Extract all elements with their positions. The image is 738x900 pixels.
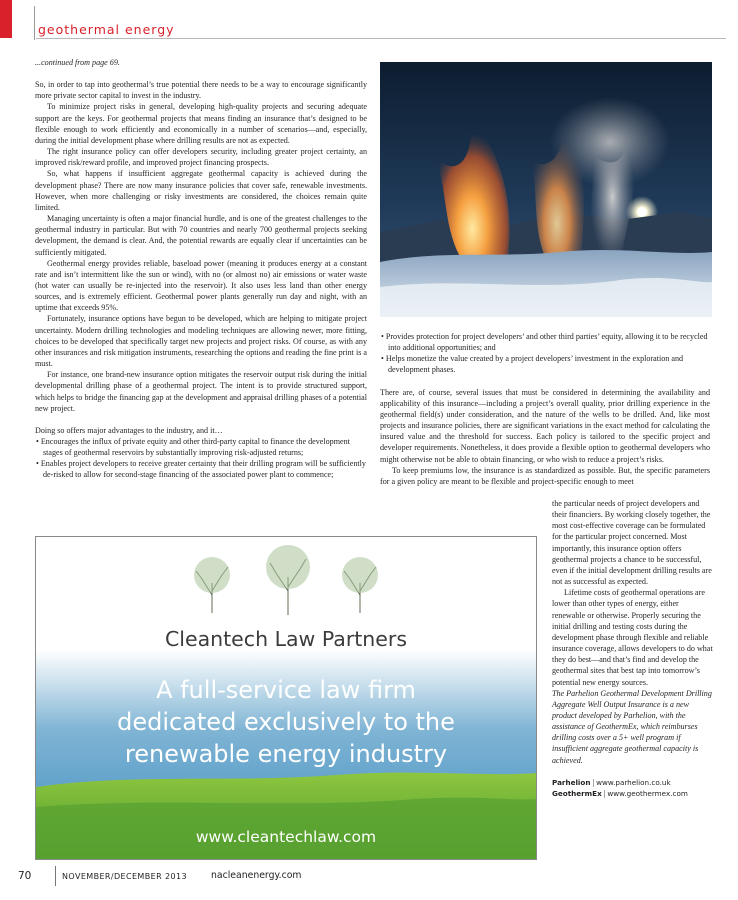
contact-url[interactable]: www.parhelion.co.uk xyxy=(596,777,671,787)
list-item: • Provides protection for project developers’ and other third parties’ equity, allowing it to be recycled into additional opportunities; and xyxy=(381,332,708,353)
ad-company-name: Cleantech Law Partners xyxy=(164,627,408,651)
footer-divider xyxy=(55,866,56,886)
product-note: The Parhelion Geothermal Development Drilling Aggregate Well Output Insurance is a new product developed by Parhelion, with the assistance of GeothermEx, which reimburses drilling costs over a 5+ well program if insufficient aggregate geothermal capacity is achieved. xyxy=(552,688,712,765)
benefits-list xyxy=(380,331,710,376)
narrow-column xyxy=(552,498,714,799)
ad-url-link[interactable]: www.cleantechlaw.com xyxy=(195,828,377,846)
left-column xyxy=(35,57,367,481)
body-paragraph: Fortunately, insurance options have begun to be developed, which are helping to mitigate project uncertainty. Modern drilling technologies and modeling techniques are allowing newer, more fitting, choices to be developed that specifically target new projects and project risks. Of course, as with any other insurances and risk mitigation instruments, researching the options and reading the fine print is a must. xyxy=(35,314,367,369)
body-paragraph: There are, of course, several issues that must be considered in determining the availability and applicability of this insurance—including a project’s overall quality, prior drilling experience in the geothermal field(s) under consideration, and the nature of the wells to be drilled. And, like most projects and insurance policies, there are significant variations in the exact method for calculating the insured value and the threshold for success. Each policy is tailored to the specific project and developer requirements. Nonetheless, it does provide a flexible option to geothermal developers who might otherwise not be able to obtain financing, or who wish to reduce a project’s risks. xyxy=(380,387,710,464)
contact-line: Parhelion | www.parhelion.co.uk xyxy=(552,777,671,787)
body-paragraph: Lifetime costs of geothermal operations are lower than other types of energy, either renewable or otherwise. Properly securing the initial drilling and testing costs during the development phase through flexible and reliable insurance coverage, allows developers to do what they do best—and that’s find and develop the geothermal sites that best tap into tomorrow’s potential new energy sources. xyxy=(552,588,713,687)
body-paragraph: The right insurance policy can offer developers security, including greater project certainty, an improved risk/reward profile, and improved project financing prospects. xyxy=(35,147,367,168)
site-link[interactable]: nacleanenergy.com xyxy=(211,870,302,881)
body-paragraph: So, in order to tap into geothermal’s true potential there needs to be a way to encourage significantly more private sector capital to invest in the industry. xyxy=(35,80,367,101)
list-item: • Encourages the influx of private equity and other third-party capital to finance the development stages of geothermal reservoirs by substantially improving risk-adjusted returns; xyxy=(36,437,350,458)
section-title: geothermal energy xyxy=(38,22,175,37)
ad-tagline-line: A full-service law firm xyxy=(156,676,416,704)
ad-tagline xyxy=(76,674,496,770)
header-divider xyxy=(34,6,35,40)
list-lead-in: Doing so offers major advantages to the industry, and it… xyxy=(35,425,223,435)
contact-line: GeothermEx | www.geothermex.com xyxy=(552,788,688,798)
advantages-list xyxy=(35,436,367,481)
section-color-tab xyxy=(0,0,12,38)
body-paragraph: Geothermal energy provides reliable, baseload power (meaning it produces energy at a constant rate and isn’t intermittent like the sun or wind), with no (or almost no) air emissions or water waste (hot water can usually be re-injected into the reservoir). It also uses less land than other energy sources, and is extremely efficient. Geothermal power plants generally run day and night, with an uptime that exceeds 95%. xyxy=(35,258,367,313)
contact-list xyxy=(552,777,714,799)
body-paragraph: To minimize project risks in general, developing high-quality projects and securing adequate support are the keys. For geothermal projects that means finding an insurance that’s designed to be flexible enough to work efficiently and economically in a number of scenarios—and, especially, during the initial development phase where drilling results are not as expected. xyxy=(35,102,367,145)
ad-tagline-line: renewable energy industry xyxy=(124,740,448,768)
body-paragraph: To keep premiums low, the insurance is as standardized as possible. But, the specific parameters for a given policy are meant to be flexible and project-specific enough to meet xyxy=(380,465,710,486)
list-item: • Helps monetize the value created by a project developers’ investment in the exploration and development phases. xyxy=(381,354,684,375)
right-column xyxy=(380,331,710,487)
header-underline xyxy=(36,38,726,39)
cleantech-advertisement[interactable] xyxy=(35,536,537,860)
contact-name: GeothermEx xyxy=(552,788,602,798)
body-paragraph: For instance, one brand-new insurance option mitigates the reservoir output risk during the initial developmental drilling phase of a geothermal project. The intent is to provide structured support, which helps to bridge the financing gap at the development and appraisal drilling phases of a potential new project. xyxy=(35,370,367,413)
page-number: 70 xyxy=(18,870,32,882)
body-paragraph: Managing uncertainty is often a major financial hurdle, and is one of the greatest challenges to the geothermal industry in particular. But with 70 countries and nearly 700 geothermal projects seeking development, the demand is clear. And, the potential rewards are equally clear if uncertainties can be sufficiently mitigated. xyxy=(35,214,367,257)
continued-note: ...continued from page 69. xyxy=(35,58,120,67)
body-paragraph: the particular needs of project developers and their financiers. By working closely together, the most cost-effective coverage can be formulated for the particular project concerned. Most importantly, this insurance option offers geothermal projects a chance to be successful, even if the initial development drilling results are not as successful as expected. xyxy=(552,499,712,587)
photo-illustration xyxy=(380,62,712,317)
list-item: • Enables project developers to receive greater certainty that their drilling program will be sufficiently de-risked to allow for second-stage financing of the associated power plant to commence; xyxy=(36,459,366,480)
contact-url[interactable]: www.geothermex.com xyxy=(607,788,688,798)
issue-date: NOVEMBER/DECEMBER 2013 xyxy=(62,872,187,881)
ad-tagline-line: dedicated exclusively to the xyxy=(117,708,455,736)
contact-name: Parhelion xyxy=(552,777,591,787)
body-paragraph: So, what happens if insufficient aggregate geothermal capacity is achieved during the development phase? There are now many insurance policies that cover safe, renewable investments. However, when more challenging or risky investments are considered, the choices remain quite limited. xyxy=(35,169,367,212)
geothermal-vents-photo xyxy=(380,62,712,317)
